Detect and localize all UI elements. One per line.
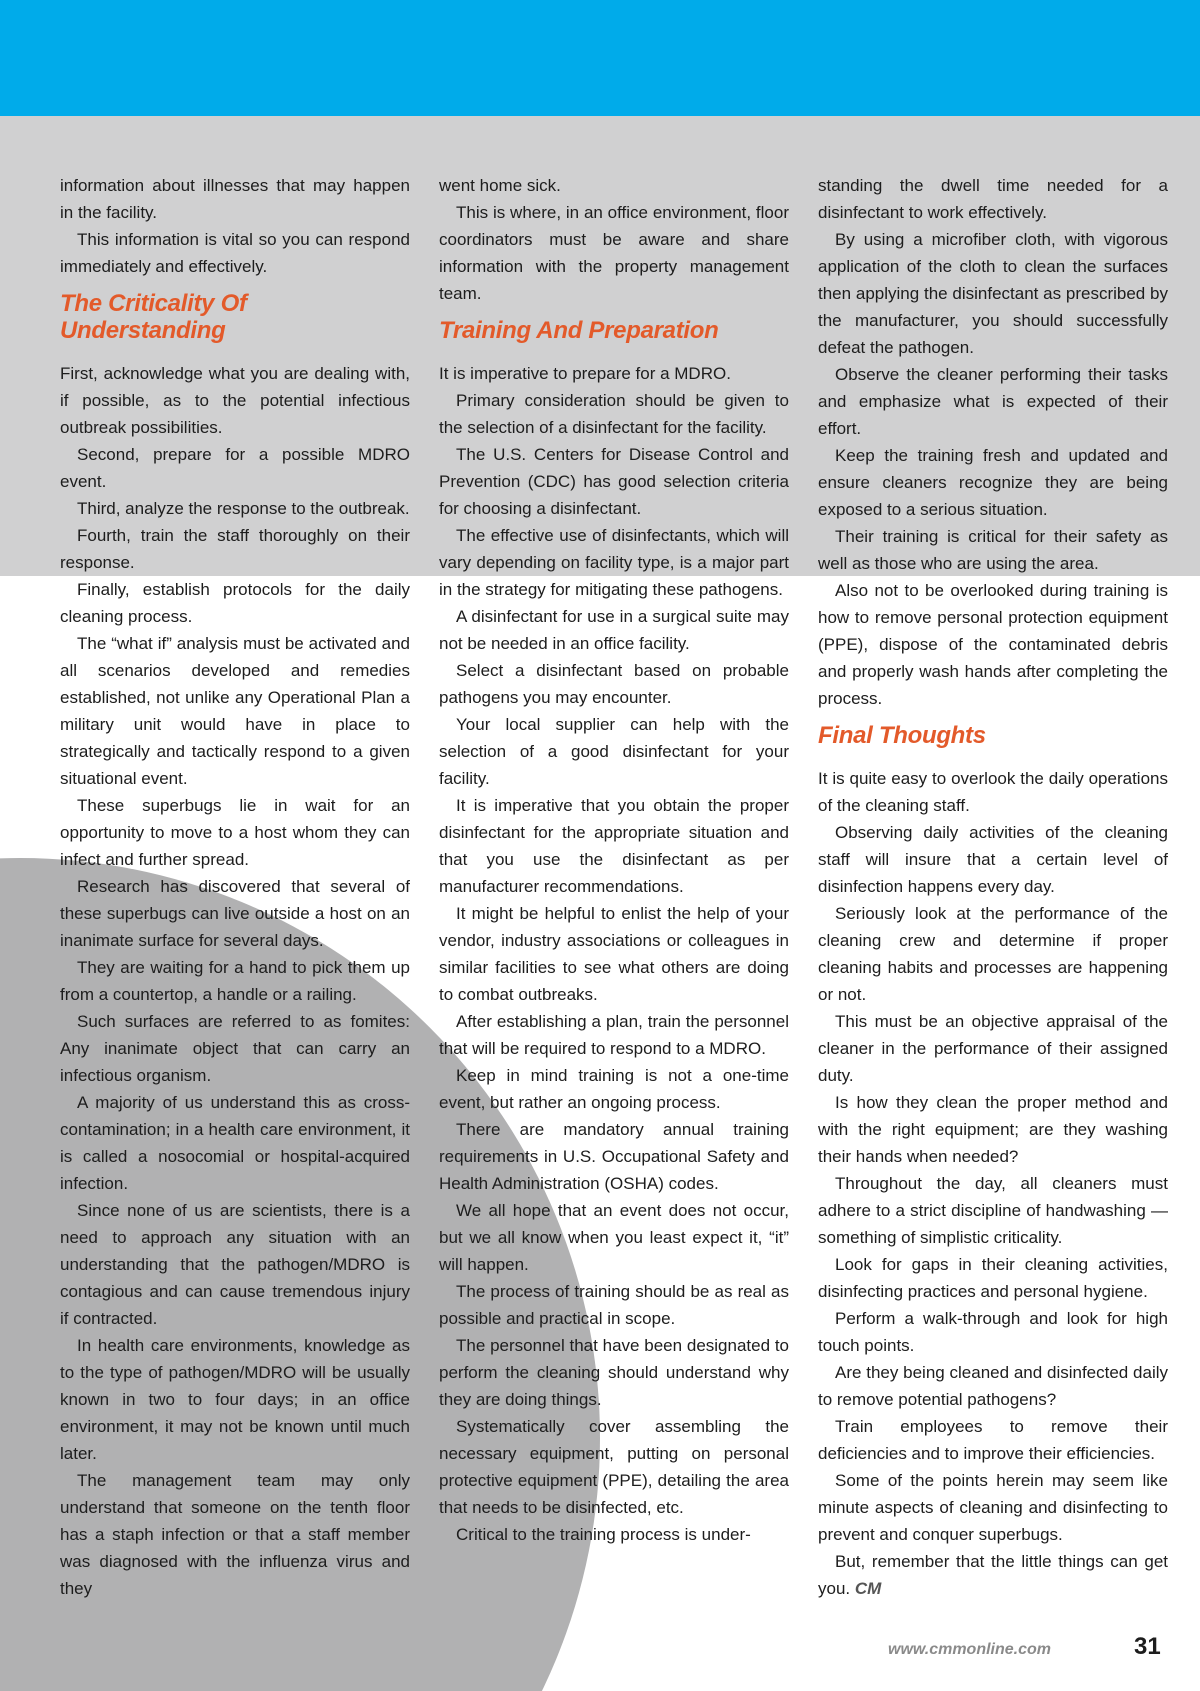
article-paragraph: Select a disinfectant based on probable pathogens you may encounter.: [439, 661, 789, 707]
article-paragraph: It is quite easy to overlook the daily operations of the cleaning staff.: [818, 769, 1168, 815]
article-paragraph: information about illnesses that may happen in the facility.: [60, 176, 410, 222]
article-paragraph: Primary consideration should be given to the selection of a disinfectant for the facility.: [439, 391, 789, 437]
article-paragraph: It might be helpful to enlist the help of your vendor, industry associations or colleagues in similar facilities to see what others are doing to combat outbreaks.: [439, 904, 789, 1004]
article-paragraph: [818, 1548, 1168, 1602]
article-paragraph: Fourth, train the staff thoroughly on their response.: [60, 526, 410, 572]
article-paragraph: Also not to be overlooked during training is how to remove personal protection equipment (PPE), dispose of the contaminated debris and properly wash hands after completing the process.: [818, 581, 1168, 708]
article-paragraph: The “what if” analysis must be activated and all scenarios developed and remedies established, not unlike any Operational Plan a military unit would have in place to strategically and tactically respond to a given situational event.: [60, 634, 410, 788]
article-paragraph: In health care environments, knowledge as to the type of pathogen/MDRO will be usually known in two to four days; in an office environment, it may not be known until much later.: [60, 1336, 410, 1463]
article-paragraph: The management team may only understand that someone on the tenth floor has a staph infection or that a staff member was diagnosed with the influenza virus and they: [60, 1471, 410, 1598]
article-column-2: [439, 172, 789, 1548]
article-paragraph: We all hope that an event does not occur, but we all know when you least expect it, “it” will happen.: [439, 1201, 789, 1274]
article-paragraph: Since none of us are scientists, there is a need to approach any situation with an understanding that the pathogen/MDRO is contagious and can cause tremendous injury if contracted.: [60, 1201, 410, 1328]
article-paragraph: There are mandatory annual training requirements in U.S. Occupational Safety and Health Administration (OSHA) codes.: [439, 1120, 789, 1193]
article-paragraph: Perform a walk-through and look for high touch points.: [818, 1309, 1168, 1355]
article-paragraph: It is imperative to prepare for a MDRO.: [439, 364, 731, 383]
article-paragraph: Such surfaces are referred to as fomites: Any inanimate object that can carry an infectious organism.: [60, 1012, 410, 1085]
article-paragraph: went home sick.: [439, 176, 561, 195]
article-column-3: [818, 172, 1168, 1602]
article-paragraph: Is how they clean the proper method and with the right equipment; are they washing their hands when needed?: [818, 1093, 1168, 1166]
section-heading: The Criticality Of Understanding: [60, 290, 247, 344]
article-paragraph: After establishing a plan, train the personnel that will be required to respond to a MDRO.: [439, 1012, 789, 1058]
article-paragraph: The effective use of disinfectants, which will vary depending on facility type, is a major part in the strategy for mitigating these pathogens.: [439, 526, 789, 599]
article-paragraph: Second, prepare for a possible MDRO event.: [60, 445, 410, 491]
article-paragraph: By using a microfiber cloth, with vigorous application of the cloth to clean the surfaces then applying the disinfectant as prescribed by the manufacturer, you should successfully defeat the pathogen.: [818, 230, 1168, 357]
article-paragraph: Train employees to remove their deficiencies and to improve their efficiencies.: [818, 1417, 1168, 1463]
article-paragraph: Systematically cover assembling the necessary equipment, putting on personal protective equipment (PPE), detailing the area that needs to be disinfected, etc.: [439, 1417, 789, 1517]
article-paragraph: Research has discovered that several of these superbugs can live outside a host on an inanimate surface for several days.: [60, 877, 410, 950]
article-paragraph: Look for gaps in their cleaning activities, disinfecting practices and personal hygiene.: [818, 1255, 1168, 1301]
article-paragraph: Finally, establish protocols for the daily cleaning process.: [60, 580, 410, 626]
footer-website-url: www.cmmonline.com: [888, 1641, 1051, 1658]
article-paragraph: standing the dwell time needed for a disinfectant to work effectively.: [818, 176, 1168, 222]
article-paragraph: Observing daily activities of the cleaning staff will insure that a certain level of disinfection happens every day.: [818, 823, 1168, 896]
section-heading: Training And Preparation: [439, 317, 719, 344]
article-paragraph: First, acknowledge what you are dealing with, if possible, as to the potential infectious outbreak possibilities.: [60, 364, 410, 437]
author-signature: CM: [854, 1579, 882, 1598]
article-paragraph: Critical to the training process is under-: [456, 1525, 751, 1544]
article-paragraph: A disinfectant for use in a surgical suite may not be needed in an office facility.: [439, 607, 789, 653]
article-paragraph: The U.S. Centers for Disease Control and Prevention (CDC) has good selection criteria for choosing a disinfectant.: [439, 445, 789, 518]
article-paragraph: This is where, in an office environment, floor coordinators must be aware and share information with the property management team.: [439, 203, 789, 303]
paragraph-text: But, remember that the little things can get you.: [818, 1552, 1168, 1598]
article-paragraph: These superbugs lie in wait for an opportunity to move to a host whom they can infect and further spread.: [60, 796, 410, 869]
article-paragraph: Are they being cleaned and disinfected daily to remove potential pathogens?: [818, 1363, 1168, 1409]
article-paragraph: Their training is critical for their safety as well as those who are using the area.: [818, 527, 1168, 573]
article-paragraph: Third, analyze the response to the outbreak.: [77, 499, 410, 518]
article-paragraph: Throughout the day, all cleaners must adhere to a strict discipline of handwashing — something of simplistic criticality.: [818, 1174, 1168, 1247]
article-paragraph: This must be an objective appraisal of the cleaner in the performance of their assigned duty.: [818, 1012, 1168, 1085]
article-paragraph: The personnel that have been designated to perform the cleaning should understand why they are doing things.: [439, 1336, 789, 1409]
section-heading: Final Thoughts: [818, 722, 986, 749]
article-paragraph: A majority of us understand this as cross-contamination; in a health care environment, it is called a nosocomial or hospital-acquired infection.: [60, 1093, 410, 1193]
top-color-bar: [0, 0, 1200, 116]
article-paragraph: Your local supplier can help with the selection of a good disinfectant for your facility.: [439, 715, 789, 788]
article-paragraph: It is imperative that you obtain the proper disinfectant for the appropriate situation and that you use the disinfectant as per manufacturer recommendations.: [439, 796, 789, 896]
article-paragraph: Observe the cleaner performing their tasks and emphasize what is expected of their effort.: [818, 365, 1168, 438]
article-column-1: [60, 172, 410, 1602]
article-paragraph: Keep in mind training is not a one-time event, but rather an ongoing process.: [439, 1066, 789, 1112]
page-number: 31: [1134, 1633, 1161, 1660]
article-paragraph: The process of training should be as real as possible and practical in scope.: [439, 1282, 789, 1328]
article-paragraph: This information is vital so you can respond immediately and effectively.: [60, 230, 410, 276]
article-paragraph: Seriously look at the performance of the cleaning crew and determine if proper cleaning habits and processes are happening or not.: [818, 904, 1168, 1004]
article-paragraph: Some of the points herein may seem like minute aspects of cleaning and disinfecting to prevent and conquer superbugs.: [818, 1471, 1168, 1544]
article-paragraph: Keep the training fresh and updated and ensure cleaners recognize they are being exposed to a serious situation.: [818, 446, 1168, 519]
article-paragraph: They are waiting for a hand to pick them up from a countertop, a handle or a railing.: [60, 958, 410, 1004]
